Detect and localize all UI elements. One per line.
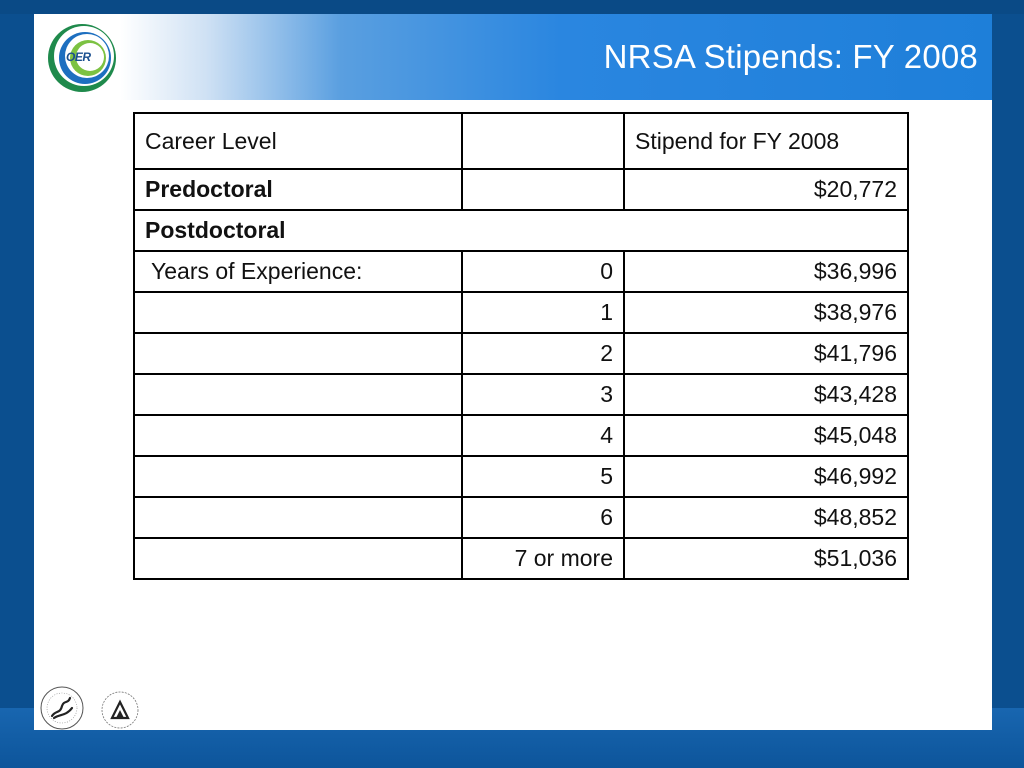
table-row — [134, 538, 908, 579]
slide-header — [34, 14, 992, 100]
years-value: 1 — [462, 292, 624, 333]
years-value: 4 — [462, 415, 624, 456]
table-cell-empty — [134, 538, 462, 579]
table-cell-empty — [134, 374, 462, 415]
stipend-value: $45,048 — [624, 415, 908, 456]
stipend-value: $48,852 — [624, 497, 908, 538]
background-top — [0, 0, 1024, 14]
stipend-value: $38,976 — [624, 292, 908, 333]
years-value: 0 — [462, 251, 624, 292]
footer-logos — [40, 684, 150, 732]
table-row — [134, 415, 908, 456]
stipend-value: $36,996 — [624, 251, 908, 292]
hhs-seal-icon — [41, 687, 83, 729]
years-value: 3 — [462, 374, 624, 415]
table-header-row — [134, 113, 908, 169]
years-value: 5 — [462, 456, 624, 497]
slide — [34, 14, 992, 730]
years-value: 7 or more — [462, 538, 624, 579]
table-row-predoctoral — [134, 169, 908, 210]
nih-logo-icon — [102, 692, 138, 728]
column-header-stipend: Stipend for FY 2008 — [624, 113, 908, 169]
table-row — [134, 497, 908, 538]
stipend-value: $46,992 — [624, 456, 908, 497]
table-row-postdoctoral — [134, 210, 908, 251]
column-header-years — [462, 113, 624, 169]
table-cell-empty — [134, 456, 462, 497]
table-cell-empty — [134, 292, 462, 333]
table-cell-empty — [134, 415, 462, 456]
column-header-career-level: Career Level — [134, 113, 462, 169]
years-value: 2 — [462, 333, 624, 374]
page-title: NRSA Stipends: FY 2008 — [603, 38, 978, 75]
years-value: 6 — [462, 497, 624, 538]
table-row — [134, 374, 908, 415]
stipend-value: $41,796 — [624, 333, 908, 374]
years-of-experience-label: Years of Experience: — [134, 251, 462, 292]
table-row — [134, 333, 908, 374]
table-cell-empty — [134, 333, 462, 374]
table-row — [134, 456, 908, 497]
stipend-value: $43,428 — [624, 374, 908, 415]
table-cell-empty — [462, 169, 624, 210]
stipend-value: $20,772 — [624, 169, 908, 210]
stipend-table — [133, 112, 909, 580]
career-level-predoctoral: Predoctoral — [134, 169, 462, 210]
table-row — [134, 251, 908, 292]
table-row — [134, 292, 908, 333]
oer-logo-text: OER — [66, 50, 91, 64]
table-cell-empty — [134, 497, 462, 538]
stipend-value: $51,036 — [624, 538, 908, 579]
career-level-postdoctoral: Postdoctoral — [134, 210, 908, 251]
